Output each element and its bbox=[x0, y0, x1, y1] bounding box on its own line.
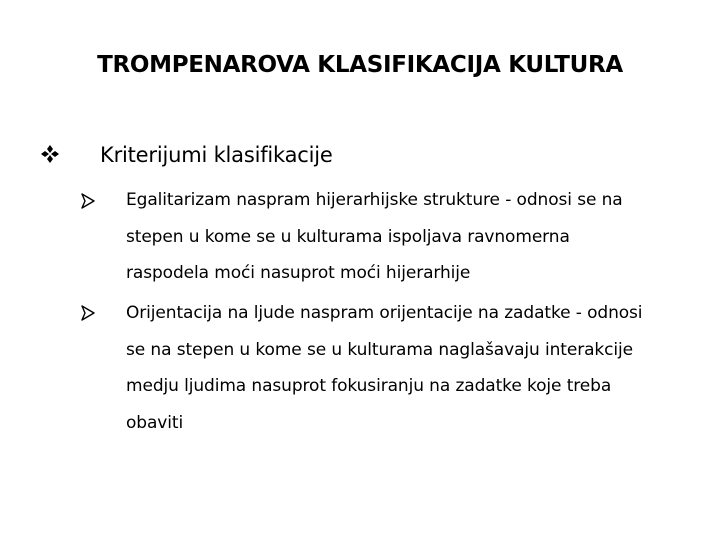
arrowhead-icon bbox=[80, 193, 96, 209]
sub-bullet-1-text bbox=[126, 182, 686, 292]
sub-bullet-2-text bbox=[126, 295, 686, 441]
diamond-cluster-icon bbox=[40, 144, 60, 164]
sub-bullet-1-line-2: stepen u kome se u kulturama ispoljava ravnomerna bbox=[126, 226, 570, 247]
sub-bullet-2-line-4: obaviti bbox=[126, 412, 184, 433]
sub-bullet-2-line-1: Orijentacija na ljude naspram orijentacije na zadatke - odnosi bbox=[126, 303, 643, 323]
arrowhead-icon bbox=[80, 305, 96, 321]
slide-title: TROMPENAROVA KLASIFIKACIJA KULTURA bbox=[97, 52, 623, 78]
main-bullet-text: Kriterijumi klasifikacije bbox=[100, 143, 333, 167]
sub-bullet-2-line-3: medju ljudima nasuprot fokusiranju na zadatke koje treba bbox=[126, 376, 612, 396]
sub-bullet-1-line-3: raspodela moći nasuprot moći hijerarhije bbox=[126, 263, 471, 283]
sub-bullet-1-line-1: Egalitarizam naspram hijerarhijske strukture - odnosi se na bbox=[126, 190, 623, 210]
sub-bullet-2-line-2: se na stepen u kome se u kulturama naglašavaju interakcije bbox=[126, 339, 634, 360]
